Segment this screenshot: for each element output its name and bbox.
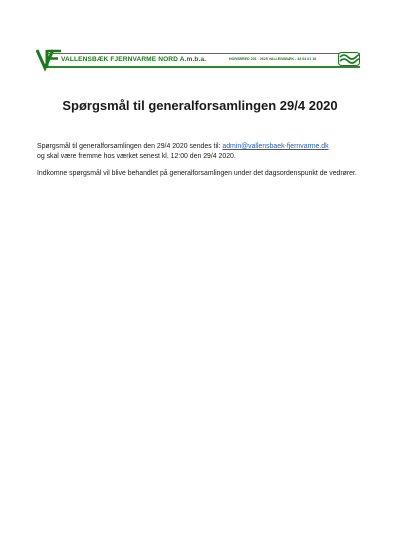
wave-emblem-icon [338,52,360,66]
document-body [37,142,367,185]
document-title: Spørgsmål til generalforsamlingen 29/4 2020 [62,98,338,113]
email-link[interactable]: admin@vallensbaek-fjernvarme.dk [222,143,329,150]
letterhead-rule-bottom [48,66,360,68]
letterhead [36,46,366,74]
letterhead-rule-top [48,53,360,54]
company-address: HORSBRED 201 - 2625 VALLENSBÆK - 43 64 61 18 [229,57,317,61]
vf-logo-icon [36,46,62,72]
paragraph-handling: Indkomne spørgsmål vil blive behandlet på generalforsamlingen under det dagsordenspunkt de vedrører. [37,169,357,177]
paragraph-submission [37,142,367,163]
paragraph-submission-tail: og skal være fremme hos værket senest kl. 12:00 den 29/4 2020. [37,153,236,161]
paragraph-submission-lead: Spørgsmål til generalforsamlingen den 29/4 2020 sendes til: [37,143,223,150]
company-name: VALLENSBÆK FJERNVARME NORD A.m.b.a. [61,56,207,63]
